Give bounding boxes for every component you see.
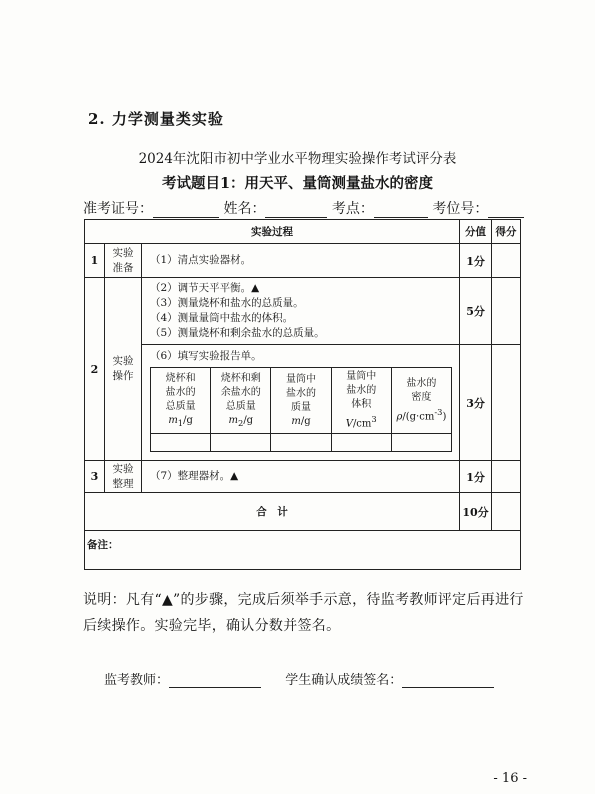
signature-row	[104, 669, 494, 688]
score-value: 1分	[460, 244, 492, 278]
total-row	[85, 493, 521, 531]
table-row	[85, 278, 521, 345]
section-title: 2. 力学测量类实验	[88, 110, 224, 128]
report-input-v[interactable]	[331, 434, 391, 452]
step-text: （3）测量烧杯和盐水的总质量。	[150, 297, 304, 309]
exam-id-blank[interactable]	[153, 204, 219, 218]
score-value: 5分	[460, 278, 492, 345]
earned-score-cell[interactable]	[492, 278, 521, 345]
report-cell	[142, 345, 460, 461]
earned-score-cell[interactable]	[492, 345, 521, 461]
table-row	[85, 244, 521, 278]
score-value: 1分	[460, 461, 492, 493]
row-number: 3	[85, 461, 105, 493]
earned-score-cell[interactable]	[492, 244, 521, 278]
candidate-info-row	[83, 198, 524, 218]
seat-label: 考位号：	[432, 201, 489, 217]
report-header-v: 量筒中 盐水的 体积 $V/cm^3$	[331, 368, 391, 434]
total-label: 合 计	[85, 493, 460, 531]
notes-row	[85, 531, 521, 570]
document-title: 2024年沈阳市初中学业水平物理实验操作考试评分表	[138, 151, 457, 167]
step-text: （7）整理器材。▲	[142, 461, 460, 493]
step-text: （6）填写实验报告单。	[150, 350, 262, 362]
row-number: 1	[85, 244, 105, 278]
report-header-density: 盐水的 密度 $\rho/(g\cdot cm^{-3})$	[391, 368, 451, 434]
report-header-m2: 烧杯和剩 余盐水的 总质量 $m_2/g$	[211, 368, 271, 434]
step-list	[142, 278, 460, 345]
earned-score-cell[interactable]	[492, 461, 521, 493]
scoring-table	[84, 219, 521, 570]
step-text: （1）清点实验器材。	[142, 244, 460, 278]
page-number: - 16 -	[493, 771, 527, 786]
header-earned: 得分	[492, 220, 521, 244]
stage-label: 实验整理	[105, 461, 142, 493]
report-header-m: 量筒中 盐水的 质量 m/g	[271, 368, 331, 434]
student-signature-blank[interactable]	[402, 675, 494, 688]
student-signature-label: 学生确认成绩签名：	[285, 673, 403, 688]
step-text: （4）测量量筒中盐水的体积。	[150, 312, 294, 324]
total-earned-cell[interactable]	[492, 493, 521, 531]
score-value: 3分	[460, 345, 492, 461]
teacher-signature-label: 监考教师：	[104, 673, 170, 688]
stage-label: 实验准备	[105, 244, 142, 278]
site-label: 考点：	[331, 201, 374, 217]
report-table	[150, 367, 452, 452]
report-header-m1: 烧杯和 盐水的 总质量 $m_1/g$	[151, 368, 211, 434]
teacher-signature-blank[interactable]	[169, 675, 261, 688]
report-input-m2[interactable]	[211, 434, 271, 452]
row-number: 2	[85, 278, 105, 461]
name-label: 姓名：	[223, 201, 266, 217]
stage-label: 实验操作	[105, 278, 142, 461]
header-process: 实验过程	[85, 220, 460, 244]
report-input-density[interactable]	[391, 434, 451, 452]
notes-label[interactable]: 备注：	[85, 531, 521, 570]
exam-topic-title: 考试题目1：用天平、量筒测量盐水的密度	[161, 175, 434, 192]
header-score: 分值	[460, 220, 492, 244]
report-input-m[interactable]	[271, 434, 331, 452]
site-blank[interactable]	[374, 204, 428, 218]
total-score: 10分	[460, 493, 492, 531]
exam-id-label: 准考证号：	[83, 201, 153, 217]
step-text: （5）测量烧杯和剩余盐水的总质量。	[150, 327, 325, 339]
step-text: （2）调节天平平衡。▲	[150, 282, 260, 294]
report-input-m1[interactable]	[151, 434, 211, 452]
table-row	[85, 345, 521, 461]
table-row	[85, 461, 521, 493]
name-blank[interactable]	[265, 204, 327, 218]
explanation-text: 说明：凡有“▲”的步骤，完成后须举手示意，待监考教师评定后再进行后续操作。实验完毕，确认分数并签名。	[83, 592, 524, 634]
seat-blank[interactable]	[488, 204, 524, 218]
